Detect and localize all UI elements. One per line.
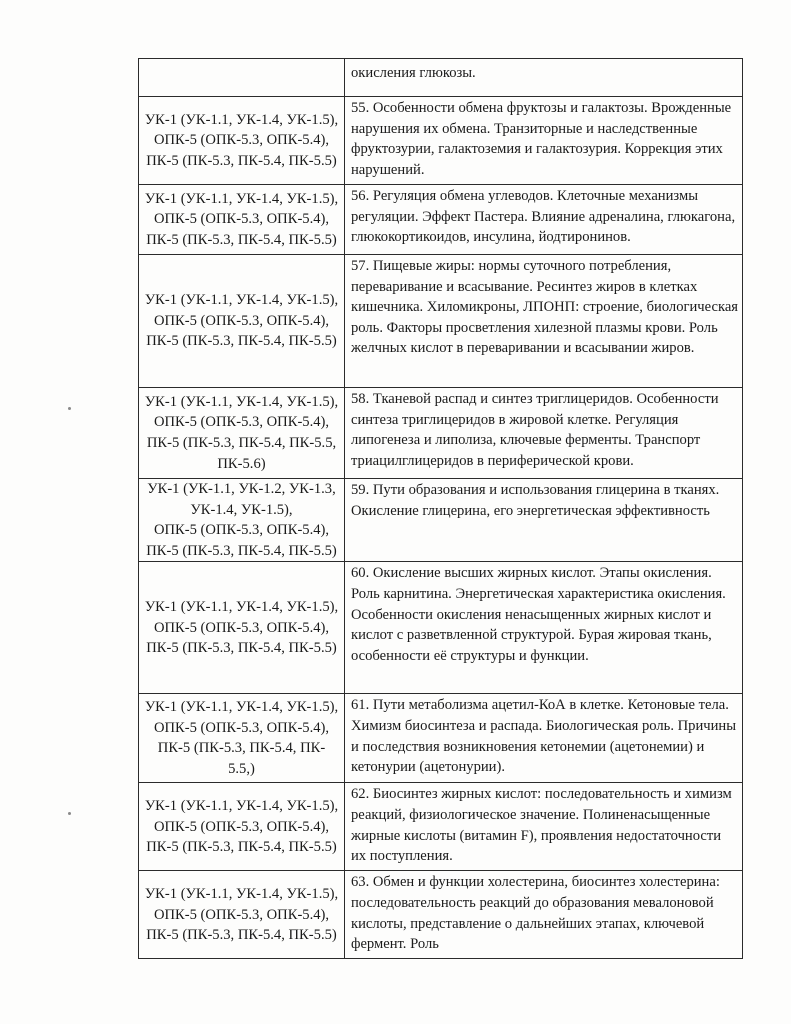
topic-text: 58. Тканевой распад и синтез триглицеридов. Особенности синтеза триглицеридов в жировой клетке. Регуляция липогенеза и липолиза, ключевые ферменты. Транспорт триацилглицеридов в периферической крови. xyxy=(351,391,719,469)
scan-speck xyxy=(68,812,71,815)
topic-text: 57. Пищевые жиры: нормы суточного потребления, переваривание и всасывание. Ресинтез жиров в клетках кишечника. Хиломикроны, ЛПОНП: строение, биологическая роль. Факторы просветления хилезной плазмы крови. Роль желчных кислот в переваривании и всасывании жиров. xyxy=(351,258,739,357)
topic-text: 60. Окисление высших жирных кислот. Этапы окисления. Роль карнитина. Энергетическая характеристика окисления. Особенности окисления ненасыщенных жирных кислот и кислот с разветвленной структурой. Бурая жировая ткань, особенности её структуры и функции. xyxy=(351,565,726,664)
competency-text: УК-1 (УК-1.1, УК-1.4, УК-1.5), ОПК-5 (ОПК-5.3, ОПК-5.4), ПК-5 (ПК-5.3, ПК-5.4, ПК-5.5) xyxy=(144,598,339,657)
topic-cell xyxy=(345,185,743,255)
table-row xyxy=(139,388,743,479)
competency-cell xyxy=(139,97,345,185)
competency-cell xyxy=(139,479,345,562)
competency-question-table xyxy=(138,58,743,959)
topic-text: 59. Пути образования и использования глицерина в тканях. Окисление глицерина, его энергетическая эффективность xyxy=(351,482,720,519)
competency-text: УК-1 (УК-1.1, УК-1.2, УК-1.3, УК-1.4, УК-1.5), ОПК-5 (ОПК-5.3, ОПК-5.4), ПК-5 (ПК-5.3, ПК-5.4, ПК-5.5) xyxy=(146,481,337,559)
topic-text: 61. Пути метаболизма ацетил-КоА в клетке. Кетоновые тела. Химизм биосинтеза и распада. Биологическая роль. Причины и последствия возникновения кетонемии (ацетонемии) и кетонурии (ацетонурии). xyxy=(351,697,737,776)
table-row xyxy=(139,479,743,562)
table-row xyxy=(139,185,743,255)
table-row xyxy=(139,694,743,783)
table-row xyxy=(139,783,743,871)
competency-text: УК-1 (УК-1.1, УК-1.4, УК-1.5), ОПК-5 (ОПК-5.3, ОПК-5.4), ПК-5 (ПК-5.3, ПК-5.4, ПК-5.5) xyxy=(144,190,339,248)
table-row xyxy=(139,871,743,959)
topic-cell xyxy=(345,59,743,97)
topic-cell xyxy=(345,694,743,783)
table-row xyxy=(139,255,743,388)
scan-speck xyxy=(68,407,71,410)
table-row xyxy=(139,59,743,97)
competency-text: УК-1 (УК-1.1, УК-1.4, УК-1.5), ОПК-5 (ОПК-5.3, ОПК-5.4), ПК-5 (ПК-5.3, ПК-5.4, ПК-5.5, ПК-5.6) xyxy=(144,393,339,472)
topic-cell xyxy=(345,871,743,959)
competency-cell xyxy=(139,871,345,959)
competency-text: УК-1 (УК-1.1, УК-1.4, УК-1.5), ОПК-5 (ОПК-5.3, ОПК-5.4), ПК-5 (ПК-5.3, ПК-5.4, ПК-5.5) xyxy=(144,797,339,856)
table-row xyxy=(139,562,743,694)
competency-cell xyxy=(139,562,345,694)
competency-cell xyxy=(139,694,345,783)
competency-cell xyxy=(139,255,345,388)
topic-cell xyxy=(345,783,743,871)
topic-cell xyxy=(345,97,743,185)
table-row xyxy=(139,97,743,185)
competency-text: УК-1 (УК-1.1, УК-1.4, УК-1.5), ОПК-5 (ОПК-5.3, ОПК-5.4), ПК-5 (ПК-5.3, ПК-5.4, ПК- 5.5,) xyxy=(144,699,339,777)
topic-cell xyxy=(345,388,743,479)
topic-cell xyxy=(345,255,743,388)
competency-text: УК-1 (УК-1.1, УК-1.4, УК-1.5), ОПК-5 (ОПК-5.3, ОПК-5.4), ПК-5 (ПК-5.3, ПК-5.4, ПК-5.5) xyxy=(144,885,339,944)
competency-cell xyxy=(139,783,345,871)
competency-text: УК-1 (УК-1.1, УК-1.4, УК-1.5), ОПК-5 (ОПК-5.3, ОПК-5.4), ПК-5 (ПК-5.3, ПК-5.4, ПК-5.5) xyxy=(144,292,339,350)
competency-cell xyxy=(139,185,345,255)
topic-text: окисления глюкозы. xyxy=(351,65,476,81)
topic-text: 63. Обмен и функции холестерина, биосинтез холестерина: последовательность реакций до образования мевалоновой кислоты, представление о дальнейших этапах, ключевой фермент. Роль xyxy=(351,874,720,953)
competency-cell xyxy=(139,388,345,479)
competency-cell xyxy=(139,59,345,97)
topic-cell xyxy=(345,562,743,694)
topic-text: 56. Регуляция обмена углеводов. Клеточные механизмы регуляции. Эффект Пастера. Влияние адреналина, глюкагона, глюкокортикоидов, инсулина, йодтиронинов. xyxy=(351,188,736,246)
topic-text: 62. Биосинтез жирных кислот: последовательность и химизм реакций, физиологическое значение. Полиненасыщенные жирные кислоты (витамин F), проявления недостаточности их поступления. xyxy=(351,786,732,865)
topic-cell xyxy=(345,479,743,562)
topic-text: 55. Особенности обмена фруктозы и галактозы. Врожденные нарушения их обмена. Транзиторные и наследственные фруктозурии, галактоземия и галактозурия. Коррекция этих нарушений. xyxy=(351,100,732,178)
competency-text: УК-1 (УК-1.1, УК-1.4, УК-1.5), ОПК-5 (ОПК-5.3, ОПК-5.4), ПК-5 (ПК-5.3, ПК-5.4, ПК-5.5) xyxy=(144,111,339,169)
